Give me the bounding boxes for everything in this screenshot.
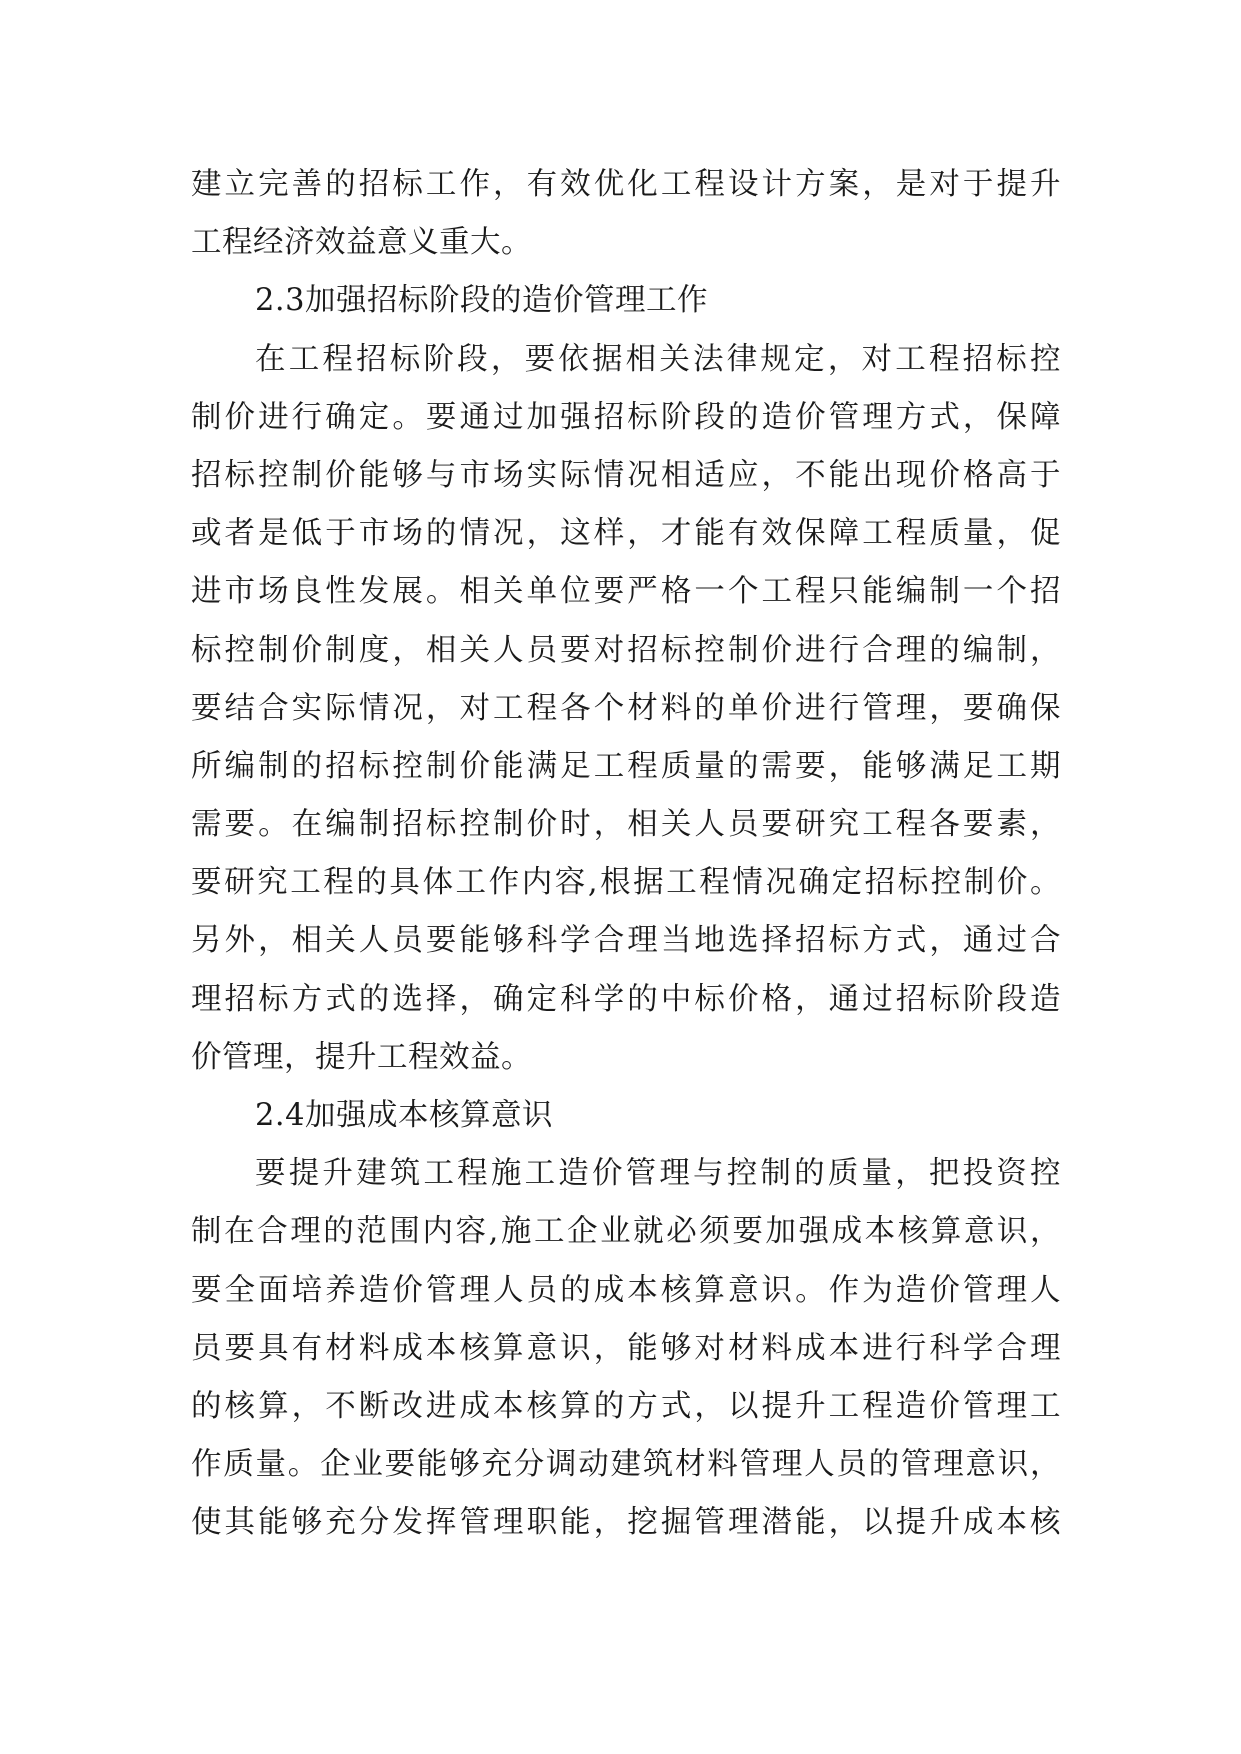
paragraph-line: 员要具有材料成本核算意识，能够对材料成本进行科学合理 [191,1330,1061,1366]
paragraph-line: 价管理，提升工程效益。 [191,1039,532,1075]
paragraph-line: 制在合理的范围内容,施工企业就必须要加强成本核算意识， [191,1214,1061,1250]
paragraph-line: 要结合实际情况，对工程各个材料的单价进行管理，要确保 [191,690,1061,726]
paragraph-line: 标控制价制度，相关人员要对招标控制价进行合理的编制， [191,632,1061,668]
paragraph-line: 招标控制价能够与市场实际情况相适应，不能出现价格高于 [191,457,1061,493]
paragraph-line: 在工程招标阶段，要依据相关法律规定，对工程招标控 [255,341,1061,377]
paragraph-line: 的核算，不断改进成本核算的方式，以提升工程造价管理工 [191,1388,1061,1424]
paragraph-line: 制价进行确定。要通过加强招标阶段的造价管理方式，保障 [191,399,1061,435]
paragraph-line: 要全面培养造价管理人员的成本核算意识。作为造价管理人 [191,1272,1061,1308]
paragraph-line: 作质量。企业要能够充分调动建筑材料管理人员的管理意识， [191,1447,1061,1483]
paragraph-line: 要研究工程的具体工作内容,根据工程情况确定招标控制价。 [191,865,1061,901]
section-heading: 2.4加强成本核算意识 [255,1098,554,1133]
paragraph-line: 所编制的招标控制价能满足工程质量的需要，能够满足工期 [191,748,1061,784]
paragraph-line: 建立完善的招标工作，有效优化工程设计方案，是对于提升 [191,167,1061,202]
paragraph-line: 使其能够充分发挥管理职能，挖掘管理潜能，以提升成本核 [191,1505,1061,1541]
paragraph-line: 进市场良性发展。相关单位要严格一个工程只能编制一个招 [191,574,1061,610]
paragraph-line: 要提升建筑工程施工造价管理与控制的质量，把投资控 [255,1156,1061,1192]
paragraph-line: 工程经济效益意义重大。 [191,225,532,261]
paragraph-line: 另外，相关人员要能够科学合理当地选择招标方式，通过合 [191,923,1061,959]
section-heading: 2.3加强招标阶段的造价管理工作 [255,283,709,319]
body-text [191,156,1061,1553]
paragraph-line: 需要。在编制招标控制价时，相关人员要研究工程各要素， [191,807,1061,843]
paragraph-line: 或者是低于市场的情况，这样，才能有效保障工程质量，促 [191,516,1061,552]
paragraph-line: 理招标方式的选择，确定科学的中标价格，通过招标阶段造 [191,981,1061,1017]
